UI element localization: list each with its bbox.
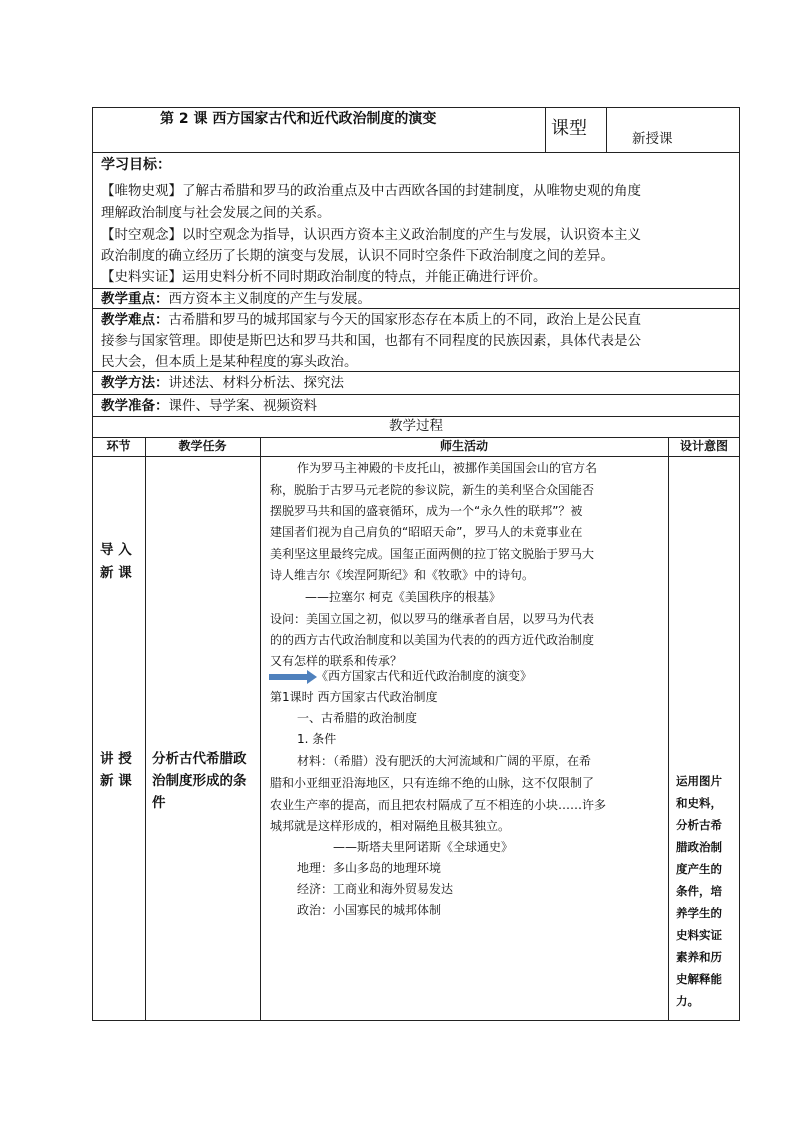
objective-line: 理解政治制度与社会发展之间的关系。 (101, 205, 331, 221)
lesson-period-line: 第1课时 西方国家古代政治制度 (270, 690, 438, 704)
objectives-bottom-line (92, 288, 740, 289)
objective-line: 政治制度的确立经历了长期的演变与发展，认识不同时空条件下政治制度之间的差异。 (101, 248, 614, 264)
material-line: 材料：（希腊）没有肥沃的大河流域和广阔的平原，在希 (297, 754, 592, 768)
teaching-task-line: 治制度形成的条 (152, 773, 247, 789)
intro-quote-line: 作为罗马主神殿的卡皮托山，被挪作美国国会山的官方名 (297, 461, 598, 475)
design-intent-line: 史料实证 (676, 928, 722, 942)
column-line-3 (668, 437, 669, 1021)
section-heading: 一、古希腊的政治制度 (297, 711, 418, 725)
preparation-label: 教学准备： (101, 398, 169, 414)
intro-quote-line: 建国者们视为自己肩负的“昭昭天命”，罗马人的未竟事业在 (270, 525, 583, 539)
teaching-task-line: 分析古代希腊政 (152, 751, 247, 767)
lesson-type-value: 新授课 (632, 131, 673, 147)
condition-point: 经济：工商业和海外贸易发达 (297, 882, 454, 896)
difficulty-line: 古希腊和罗马的城邦国家与今天的国家形态存在本质上的不同，政治上是公民直 (168, 312, 641, 328)
header-divider-1 (545, 107, 546, 152)
key-point-text: 西方资本主义制度的产生与发展。 (168, 291, 371, 307)
design-intent-line: 条件，培 (676, 884, 722, 898)
intro-quote-source: ——拉塞尔 柯克《美国秩序的根基》 (305, 590, 501, 604)
design-intent-line: 和史料， (676, 796, 722, 810)
design-intent-line: 运用图片 (676, 774, 722, 788)
column-line-1 (145, 437, 146, 1021)
objective-line: 【唯物史观】了解古希腊和罗马的政治重点及中古西欧各国的封建制度，从唯物史观的角度 (101, 183, 641, 199)
column-header-task: 教学任务 (178, 439, 227, 453)
intro-question-line: 的的西方古代政治制度和以美国为代表的的西方近代政治制度 (270, 633, 595, 647)
difficulty-bottom-line (92, 371, 740, 372)
key-point-bottom-line (92, 308, 740, 309)
methods-text: 讲述法、材料分析法、探究法 (168, 375, 344, 391)
process-title: 教学过程 (389, 418, 443, 434)
design-intent-line: 腊政治制 (676, 840, 722, 854)
condition-point: 地理：多山多岛的地理环境 (297, 861, 442, 875)
intro-question-line: 设问：美国立国之初，似以罗马的继承者自居，以罗马为代表 (270, 612, 595, 626)
arrow-lesson-title: 《西方国家古代和近代政治制度的演变》 (316, 669, 533, 683)
design-intent-line: 度产生的 (676, 862, 722, 876)
header-bottom-line (92, 152, 740, 153)
design-intent-line: 分析古希 (676, 818, 722, 832)
lecture-stage-label: 讲 授 (100, 751, 132, 767)
methods-row (101, 374, 344, 393)
preparation-text: 课件、导学案、视频资料 (168, 398, 317, 414)
lesson-title: 第 2 课 西方国家古代和近代政治制度的演变 (160, 111, 437, 127)
material-line: 腊和小亚细亚沿海地区，只有连绵不绝的山脉，这不仅限制了 (270, 776, 595, 790)
column-line-2 (260, 437, 261, 1021)
teaching-task-line: 件 (152, 795, 166, 811)
intro-question-line: 又有怎样的联系和传承？ (270, 654, 403, 668)
lecture-stage-label: 新 课 (100, 773, 132, 789)
column-header-activity: 师生活动 (439, 439, 488, 453)
column-header-bottom-line (92, 456, 740, 457)
intro-stage-label: 新 课 (100, 565, 132, 581)
methods-bottom-line (92, 394, 740, 395)
sub-heading: 1. 条件 (297, 732, 337, 746)
difficulty-row (101, 311, 641, 330)
column-header-stage: 环节 (106, 439, 131, 453)
intro-quote-line: 美利坚这里最终完成。国玺正面两侧的拉丁铭文脱胎于罗马大 (270, 547, 595, 561)
key-point-label: 教学重点： (101, 291, 169, 307)
condition-point: 政治：小国寡民的城邦体制 (297, 903, 442, 917)
intro-stage-label: 导 入 (100, 542, 132, 558)
difficulty-line: 民大会，但本质上是某种程度的寡头政治。 (101, 354, 358, 370)
intro-quote-line: 称，脱胎于古罗马元老院的参议院，新生的美利坚合众国能否 (270, 483, 595, 497)
difficulty-label: 教学难点： (101, 312, 169, 328)
objectives-heading: 学习目标： (101, 157, 171, 173)
material-line: 城邦就是这样形成的，相对隔绝且极其独立。 (270, 819, 511, 833)
lesson-type-label: 课型 (551, 118, 587, 139)
methods-label: 教学方法： (101, 375, 169, 391)
design-intent-line: 力。 (676, 994, 699, 1008)
design-intent-line: 史解释能 (676, 972, 722, 986)
design-intent-line: 养学生的 (676, 906, 722, 920)
column-header-intent: 设计意图 (679, 439, 728, 453)
material-source: ——斯塔夫里阿诺斯《全球通史》 (333, 840, 514, 854)
key-point-row (101, 290, 371, 309)
header-divider-2 (606, 107, 607, 152)
material-line: 农业生产率的提高，而且把农村隔成了互不相连的小块……许多 (270, 798, 607, 812)
right-arrow-icon (269, 670, 317, 684)
objective-line: 【史料实证】运用史料分析不同时期政治制度的特点，并能正确进行评价。 (101, 269, 547, 285)
intro-quote-line: 摆脱罗马共和国的盛衰循环，成为一个“永久性的联邦”？被 (270, 504, 583, 518)
intro-quote-line: 诗人维吉尔《埃涅阿斯纪》和《牧歌》中的诗句。 (270, 568, 535, 582)
preparation-row (101, 397, 317, 416)
objective-line: 【时空观念】以时空观念为指导，认识西方资本主义政治制度的产生与发展，认识资本主义 (101, 227, 641, 243)
difficulty-line: 接参与国家管理。即使是斯巴达和罗马共和国，也都有不同程度的民族因素，具体代表是公 (101, 333, 641, 349)
design-intent-line: 素养和历 (676, 950, 722, 964)
